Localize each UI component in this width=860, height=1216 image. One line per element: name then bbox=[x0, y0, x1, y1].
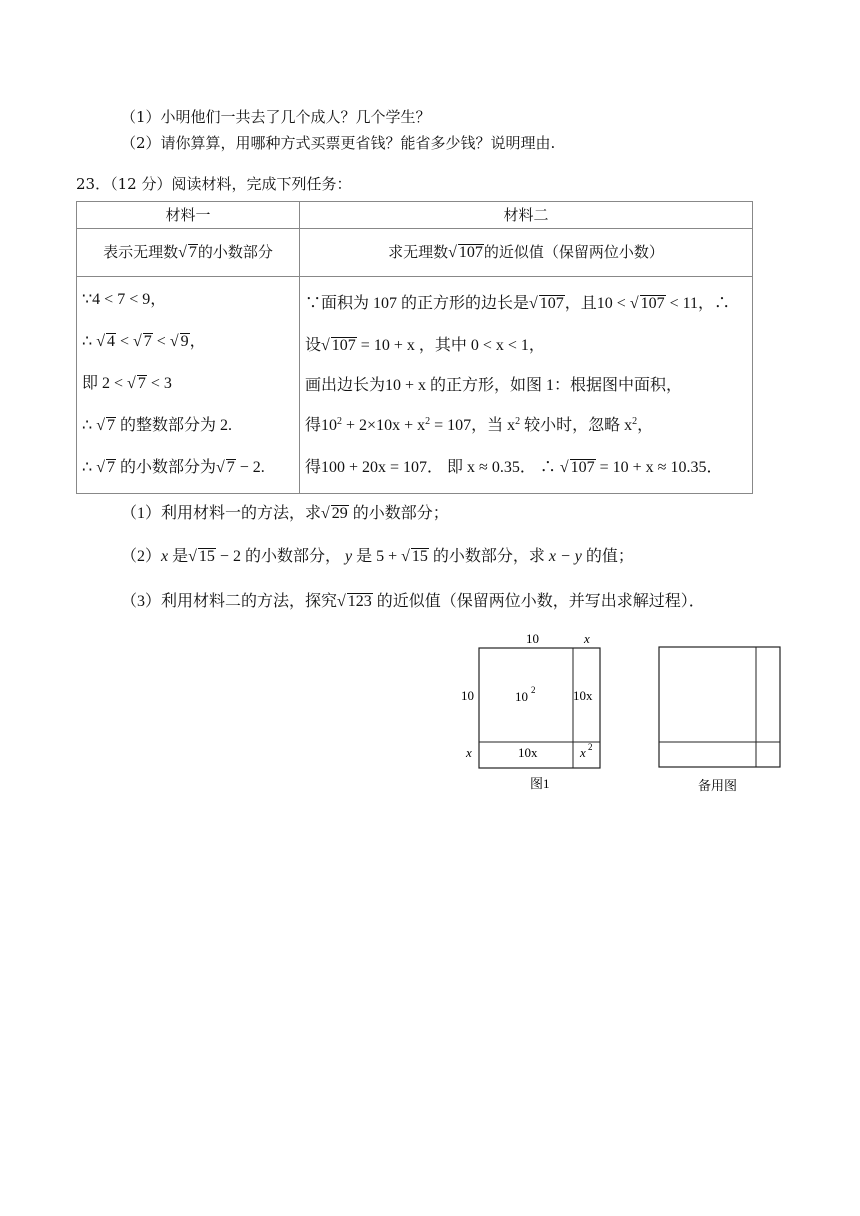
figure-1-side-label-x: x bbox=[466, 745, 472, 760]
material-1-line-2: ∴ √ 4 < √ 7 < √ 9， bbox=[82, 333, 206, 350]
figure-1 bbox=[452, 628, 612, 796]
figure-spare bbox=[652, 640, 788, 800]
question-number: 23． bbox=[76, 175, 111, 193]
materials-table bbox=[76, 201, 753, 494]
figure-1-caption: 图1 bbox=[530, 776, 550, 791]
material-2-line-1: ∵面积为 107 的正方形的边长是√ 107，且10 < √ 107 < 11，∴ bbox=[305, 295, 731, 312]
question-intro: 阅读材料，完成下列任务： bbox=[171, 175, 352, 193]
spare-figure-caption: 备用图 bbox=[698, 778, 738, 793]
figure-1-cell-small-x: x bbox=[580, 745, 586, 760]
task-2: （2）x 是√ 15 − 2 的小数部分， y 是 5 + √ 15 的小数部分，求 x − y 的值； bbox=[121, 548, 634, 565]
figure-1-top-label-x: x bbox=[584, 631, 590, 646]
material-2-line-4: 得$10^2 + 2\times 10x + x^2 = 107$，当 $x^2$ 较小时，忽略 $x^2$， bbox=[305, 416, 654, 434]
material-2-body bbox=[300, 277, 753, 494]
figure-1-top-label-10: 10 bbox=[526, 631, 539, 646]
question-points: （12 分） bbox=[110, 175, 172, 193]
material-1-body bbox=[77, 277, 300, 494]
material-1-subtitle: 表示无理数√ 7的小数部分 bbox=[77, 229, 300, 277]
material-2-header: 材料二 bbox=[300, 202, 753, 229]
material-1-line-4: ∴ √ 7 的整数部分为 2. bbox=[82, 417, 232, 434]
prev-question-1: （1）小明他们一共去了几个成人？几个学生？ bbox=[121, 108, 431, 126]
question-23-heading bbox=[76, 173, 351, 195]
figure-1-side-label-10: 10 bbox=[461, 688, 474, 703]
material-2-subtitle: 求无理数√ 107的近似值（保留两位小数） bbox=[300, 229, 753, 277]
spare-outer-square bbox=[659, 647, 780, 767]
figure-1-cell-small-exp: 2 bbox=[588, 742, 593, 752]
figure-1-cell-area-exp: 2 bbox=[531, 685, 536, 695]
task-3: （3）利用材料二的方法，探究√ 123 的近似值（保留两位小数，并写出求解过程）． bbox=[121, 593, 705, 610]
material-2-line-2: 设√ 107 = 10 + x ，其中 0 < x < 1， bbox=[305, 337, 545, 354]
figure-1-cell-right-10x: 10x bbox=[573, 688, 593, 703]
figure-1-cell-bottom-10x: 10x bbox=[518, 745, 538, 760]
material-1-line-5: ∴ √ 7 的小数部分为√ 7 − 2. bbox=[82, 459, 265, 476]
material-1-header: 材料一 bbox=[77, 202, 300, 229]
material-1-line-1: ∵4 < 7 < 9， bbox=[82, 291, 167, 308]
prev-question-2: （2）请你算算，用哪种方式买票更省钱？能省多少钱？说明理由. bbox=[121, 134, 556, 152]
figure-1-cell-area-100: 10 bbox=[515, 689, 528, 704]
material-1-line-3: 即 2 < √ 7 < 3 bbox=[82, 375, 172, 392]
material-2-line-3: 画出边长为10 + x 的正方形，如图 1：根据图中面积， bbox=[305, 377, 683, 394]
material-2-line-5: 得100 + 20x = 107． 即 x ≈ 0.35． ∴ √ 107 = 10 + x ≈ 10.35． bbox=[305, 459, 723, 476]
task-1: （1）利用材料一的方法，求√ 29 的小数部分； bbox=[121, 505, 449, 522]
